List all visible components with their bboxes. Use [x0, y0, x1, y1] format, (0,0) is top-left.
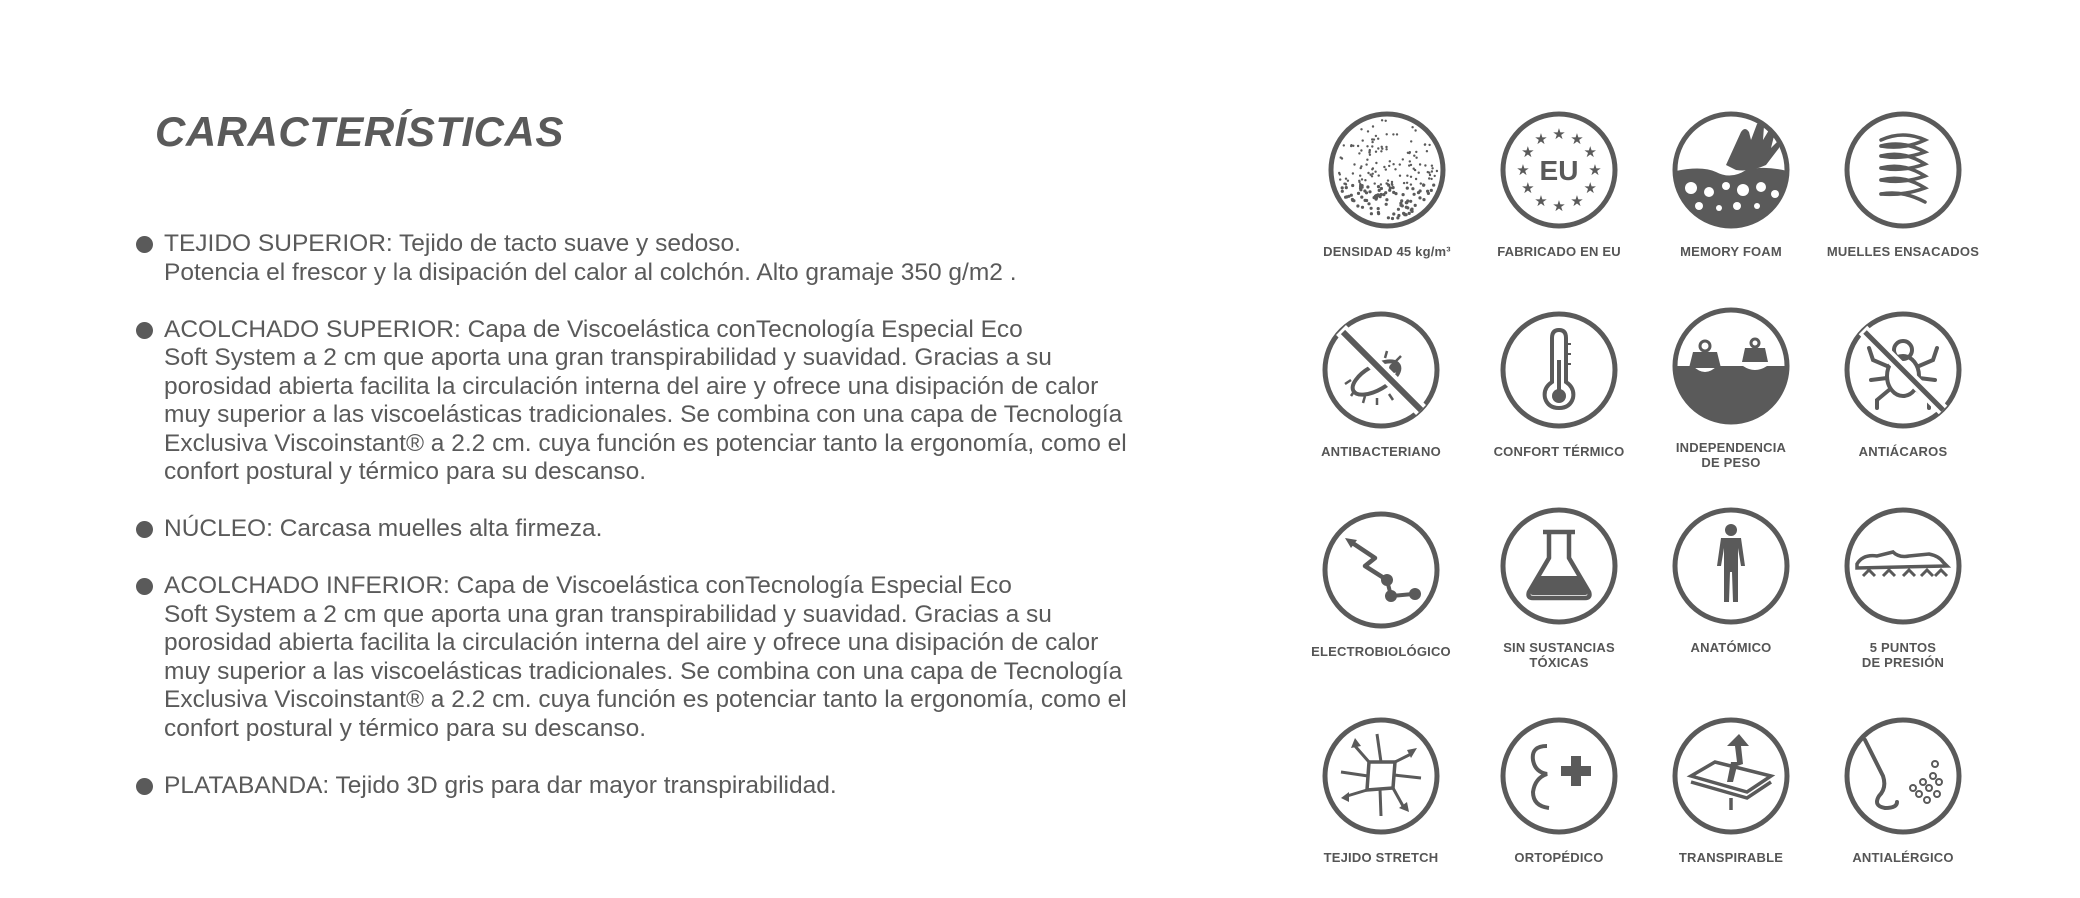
density-dot [1368, 190, 1371, 193]
density-dot [1372, 125, 1374, 127]
icon-label: SIN SUSTANCIAS [1503, 640, 1615, 655]
density-dot [1359, 175, 1361, 177]
density-dot [1430, 178, 1432, 180]
density-dot [1344, 183, 1346, 185]
density-dot [1369, 154, 1371, 156]
feature-line: ACOLCHADO INFERIOR: Capa de Viscoelástica conTecnología Especial Eco [164, 572, 1012, 599]
flask-icon [1499, 506, 1619, 626]
electrobiologic-icon [1321, 510, 1441, 630]
feature-line: NÚCLEO: Carcasa muelles alta firmeza. [164, 515, 603, 542]
density-dot [1360, 149, 1362, 151]
density-dot [1391, 183, 1393, 185]
density-dot [1388, 165, 1390, 167]
density-dot [1424, 143, 1426, 145]
density-dot [1415, 157, 1417, 159]
density-dot [1419, 163, 1421, 165]
density-dot [1365, 191, 1368, 194]
eu-star-icon: ★ [1583, 143, 1597, 161]
density-dot [1359, 188, 1362, 191]
bullet-icon [136, 521, 153, 538]
density-dot [1341, 190, 1344, 193]
density-dot [1372, 173, 1374, 175]
density-dot [1417, 191, 1420, 194]
density-dot [1371, 141, 1373, 143]
density-dot [1387, 179, 1389, 181]
icon-label: ANATÓMICO [1690, 640, 1772, 655]
density-dot [1397, 208, 1400, 211]
density-dot [1352, 199, 1355, 202]
density-dot [1426, 150, 1428, 152]
density-dot [1431, 165, 1433, 167]
density-dot [1343, 144, 1345, 146]
icon-label: ELECTROBIOLÓGICO [1311, 644, 1451, 659]
density-dot [1353, 163, 1355, 165]
density-dot [1369, 174, 1371, 176]
orthopedic-icon [1499, 716, 1619, 836]
icon-label: TÓXICAS [1529, 655, 1589, 670]
density-dot [1371, 168, 1373, 170]
density-dot [1378, 174, 1380, 176]
density-dot [1394, 168, 1396, 170]
density-dot [1410, 176, 1412, 178]
icon-tile-density [1300, 110, 1474, 259]
density-dot [1356, 204, 1359, 207]
feature-line: muy superior a las viscoelásticas tradicionales. Se combina con una capa de Tecnología [164, 657, 1123, 685]
density-dot [1379, 195, 1382, 198]
density-dot [1411, 126, 1413, 128]
density-dot [1428, 144, 1430, 146]
density-dot [1371, 145, 1373, 147]
icon-label: ANTIALÉRGICO [1852, 850, 1954, 865]
density-dot [1339, 173, 1341, 175]
density-icon [1327, 110, 1447, 230]
density-dot [1405, 201, 1408, 204]
density-dot [1382, 193, 1385, 196]
density-dot [1392, 212, 1395, 215]
density-dot [1410, 183, 1412, 185]
feature-item [135, 316, 1205, 487]
density-dot [1415, 151, 1417, 153]
bullet-icon [136, 578, 153, 595]
density-dot [1408, 164, 1410, 166]
density-dot [1392, 133, 1394, 135]
density-dot [1399, 202, 1402, 205]
eu-star-icon: ★ [1516, 161, 1530, 179]
feature-line: TEJIDO SUPERIOR: Tejido de tacto suave y sedoso. [164, 230, 741, 257]
feature-line: porosidad abierta facilita la circulación interna del aire y ofrece una disipación de calor [164, 629, 1099, 656]
density-dot [1394, 192, 1397, 195]
icon-tile-eu [1472, 110, 1646, 259]
density-dot [1365, 199, 1368, 202]
density-dot [1383, 166, 1385, 168]
density-dot [1392, 186, 1395, 189]
density-dot [1361, 206, 1364, 209]
density-dot [1405, 206, 1408, 209]
density-dot [1380, 187, 1383, 190]
density-dot [1434, 175, 1436, 177]
density-dot [1396, 216, 1399, 219]
eu-star-icon: ★ [1570, 129, 1584, 148]
springs-icon [1843, 110, 1963, 230]
density-dot [1386, 133, 1388, 135]
page-title: CARACTERÍSTICAS [155, 108, 564, 155]
density-dot [1407, 152, 1409, 154]
density-dot [1410, 140, 1412, 142]
icon-label: ORTOPÉDICO [1514, 850, 1604, 865]
density-dot [1370, 207, 1373, 210]
density-dot [1370, 212, 1373, 215]
density-dot [1362, 139, 1364, 141]
eu-emblem: EU [1539, 155, 1579, 186]
feature-line: ACOLCHADO SUPERIOR: Capa de Viscoelástica conTecnología Especial Eco [164, 315, 1023, 343]
icon-tile-weight-independence [1644, 306, 1818, 470]
icon-label: DENSIDAD 45 kg/m³ [1323, 244, 1451, 259]
feature-line: Soft System a 2 cm que aporta una gran transpirabilidad y suavidad. Gracias a su [164, 344, 1052, 371]
density-dot [1431, 167, 1433, 169]
icon-label: TEJIDO STRETCH [1323, 850, 1439, 865]
density-dot [1399, 163, 1401, 165]
density-dot [1406, 175, 1408, 177]
feature-line: confort postural y térmico para su descanso. [164, 458, 647, 485]
density-dot [1377, 147, 1379, 149]
density-dot [1402, 158, 1404, 160]
density-dot [1436, 170, 1438, 172]
feature-line: porosidad abierta facilita la circulación interna del aire y ofrece una disipación de calor [164, 372, 1099, 400]
icon-label: MEMORY FOAM [1680, 244, 1782, 259]
density-dot [1352, 172, 1354, 174]
density-dot [1361, 178, 1363, 180]
density-dot [1406, 182, 1408, 184]
icon-tile-pressure-points [1816, 506, 1990, 670]
density-dot [1377, 138, 1379, 140]
density-dot [1403, 182, 1405, 184]
density-dot [1413, 155, 1415, 157]
density-dot [1351, 184, 1354, 187]
density-dot [1408, 212, 1411, 215]
density-dot [1367, 172, 1369, 174]
density-dot [1341, 186, 1344, 189]
bullet-icon [136, 778, 153, 795]
density-dot [1413, 193, 1416, 196]
icon-label: ANTIÁCAROS [1858, 444, 1948, 459]
icon-label: FABRICADO EN EU [1497, 244, 1621, 259]
eu-star-icon: ★ [1521, 143, 1535, 161]
density-dot [1387, 184, 1390, 187]
density-dot [1385, 148, 1387, 150]
density-dot [1414, 129, 1416, 131]
density-dot [1358, 152, 1360, 154]
density-dot [1369, 149, 1371, 151]
density-dot [1385, 146, 1387, 148]
icon-label: ANTIBACTERIANO [1321, 444, 1441, 459]
density-dot [1413, 168, 1415, 170]
density-dot [1345, 186, 1348, 189]
density-dot [1431, 170, 1433, 172]
icon-tile-memory-foam [1644, 110, 1818, 259]
density-dot [1360, 128, 1362, 130]
eu-icon [1499, 110, 1619, 230]
density-dot [1418, 172, 1420, 174]
density-dot [1409, 200, 1412, 203]
icon-tile-orthopedic [1472, 716, 1646, 865]
density-dot [1375, 135, 1377, 137]
icon-tile-springs [1816, 110, 1990, 259]
density-dot [1366, 185, 1369, 188]
density-dot [1385, 203, 1388, 206]
density-dot [1365, 163, 1367, 165]
density-dot [1422, 184, 1425, 187]
icon-tile-no-toxic [1472, 506, 1646, 670]
eu-star-icon: ★ [1552, 125, 1566, 143]
eu-star-icon: ★ [1570, 192, 1584, 211]
icon-tile-breathable [1644, 716, 1818, 865]
density-dot [1347, 195, 1350, 198]
density-dot [1375, 151, 1377, 153]
density-dot [1340, 156, 1342, 158]
breathable-icon [1671, 716, 1791, 836]
density-dot [1381, 146, 1383, 148]
density-dot [1387, 216, 1390, 219]
feature-line: Potencia el frescor y la disipación del calor al colchón. Alto gramaje 350 g/m2 . [164, 258, 1017, 286]
eu-star-icon: ★ [1583, 179, 1597, 197]
stretch-icon [1321, 716, 1441, 836]
density-dot [1367, 130, 1369, 132]
icon-label: INDEPENDENCIA [1675, 440, 1787, 455]
feature-item [135, 515, 1205, 544]
density-dot [1389, 160, 1391, 162]
density-dot [1428, 177, 1430, 179]
density-dot [1368, 151, 1370, 153]
icon-label: DE PRESIÓN [1861, 655, 1945, 670]
density-dot [1420, 182, 1422, 184]
density-dot [1385, 120, 1387, 122]
density-dot [1361, 184, 1364, 187]
density-dot [1366, 159, 1368, 161]
density-dot [1345, 178, 1347, 180]
density-dot [1366, 145, 1368, 147]
weight-independence-icon [1671, 306, 1791, 426]
density-dot [1411, 187, 1414, 190]
density-dot [1427, 192, 1430, 195]
density-dot [1381, 119, 1383, 121]
eu-star-icon: ★ [1521, 179, 1535, 197]
density-dot [1406, 187, 1409, 190]
eu-star-icon: ★ [1552, 197, 1566, 215]
density-dot [1358, 181, 1360, 183]
density-dot [1364, 179, 1366, 181]
eu-star-icon: ★ [1588, 161, 1602, 179]
density-dot [1399, 175, 1401, 177]
icon-tile-anti-mite [1816, 310, 1990, 459]
feature-line: Exclusiva Viscoinstant® a 2.2 cm. cuya función es potenciar tanto la ergonomía, como el [164, 429, 1127, 457]
density-dot [1374, 182, 1376, 184]
density-dot [1402, 212, 1405, 215]
icon-tile-antibacterial [1294, 310, 1468, 459]
icon-tile-anatomic [1644, 506, 1818, 655]
density-dot [1380, 150, 1382, 152]
density-dot [1396, 133, 1398, 135]
density-dot [1410, 208, 1413, 211]
icon-tile-anti-allergic [1816, 716, 1990, 865]
icon-label: MUELLES ENSACADOS [1826, 244, 1980, 259]
anti-allergic-icon [1843, 716, 1963, 836]
feature-item [135, 230, 1205, 287]
feature-item [135, 572, 1205, 743]
density-dot [1357, 192, 1360, 195]
thermometer-icon [1499, 310, 1619, 430]
density-dot [1360, 196, 1363, 199]
feature-line: PLATABANDA: Tejido 3D gris para dar mayor transpirabilidad. [164, 771, 837, 799]
density-dot [1428, 172, 1430, 174]
density-dot [1339, 178, 1341, 180]
pressure-points-icon [1843, 506, 1963, 626]
bullet-icon [136, 236, 153, 253]
density-dot [1374, 171, 1376, 173]
features-list [135, 230, 1205, 829]
density-dot [1392, 163, 1394, 165]
density-dot [1357, 145, 1359, 147]
density-dot [1391, 217, 1394, 220]
density-dot [1377, 211, 1380, 214]
icon-label: TRANSPIRABLE [1678, 850, 1784, 865]
density-dot [1385, 168, 1387, 170]
antibacterial-icon [1321, 310, 1441, 430]
memory-foam-icon [1671, 110, 1791, 230]
density-dot [1389, 186, 1392, 189]
bullet-icon [136, 322, 153, 339]
anatomic-icon [1671, 506, 1791, 626]
density-dot [1380, 183, 1382, 185]
feature-item [135, 772, 1205, 801]
eu-star-icon: ★ [1534, 192, 1548, 211]
density-dot [1377, 185, 1380, 188]
density-dot [1402, 193, 1405, 196]
feature-line: Soft System a 2 cm que aporta una gran transpirabilidad y suavidad. Gracias a su [164, 600, 1052, 628]
icon-label: CONFORT TÉRMICO [1493, 444, 1625, 459]
density-dot [1415, 178, 1417, 180]
density-dot [1385, 198, 1388, 201]
icon-label: DE PESO [1701, 455, 1761, 470]
density-dot [1409, 160, 1411, 162]
density-dot [1414, 204, 1417, 207]
density-dot [1429, 174, 1431, 176]
eu-star-icon: ★ [1534, 129, 1548, 148]
density-dot [1422, 198, 1425, 201]
density-dot [1424, 164, 1426, 166]
anti-mite-icon [1843, 310, 1963, 430]
density-dot [1350, 144, 1352, 146]
density-dot [1360, 165, 1362, 167]
density-dot [1347, 180, 1349, 182]
density-dot [1367, 202, 1370, 205]
density-dot [1432, 184, 1435, 187]
feature-line: confort postural y térmico para su descanso. [164, 714, 647, 742]
icon-tile-thermal [1472, 310, 1646, 459]
density-dot [1377, 207, 1380, 210]
density-dot [1371, 138, 1373, 140]
icon-tile-stretch [1294, 716, 1468, 865]
density-dot [1418, 196, 1421, 199]
icon-label: 5 PUNTOS [1869, 640, 1937, 655]
density-dot [1375, 162, 1377, 164]
density-dot [1430, 189, 1433, 192]
density-dot [1375, 196, 1378, 199]
icon-tile-electrobiologic [1294, 510, 1468, 659]
feature-line: muy superior a las viscoelásticas tradicionales. Se combina con una capa de Tecnología [164, 401, 1123, 428]
feature-line: Exclusiva Viscoinstant® a 2.2 cm. cuya función es potenciar tanto la ergonomía, como el [164, 686, 1127, 713]
